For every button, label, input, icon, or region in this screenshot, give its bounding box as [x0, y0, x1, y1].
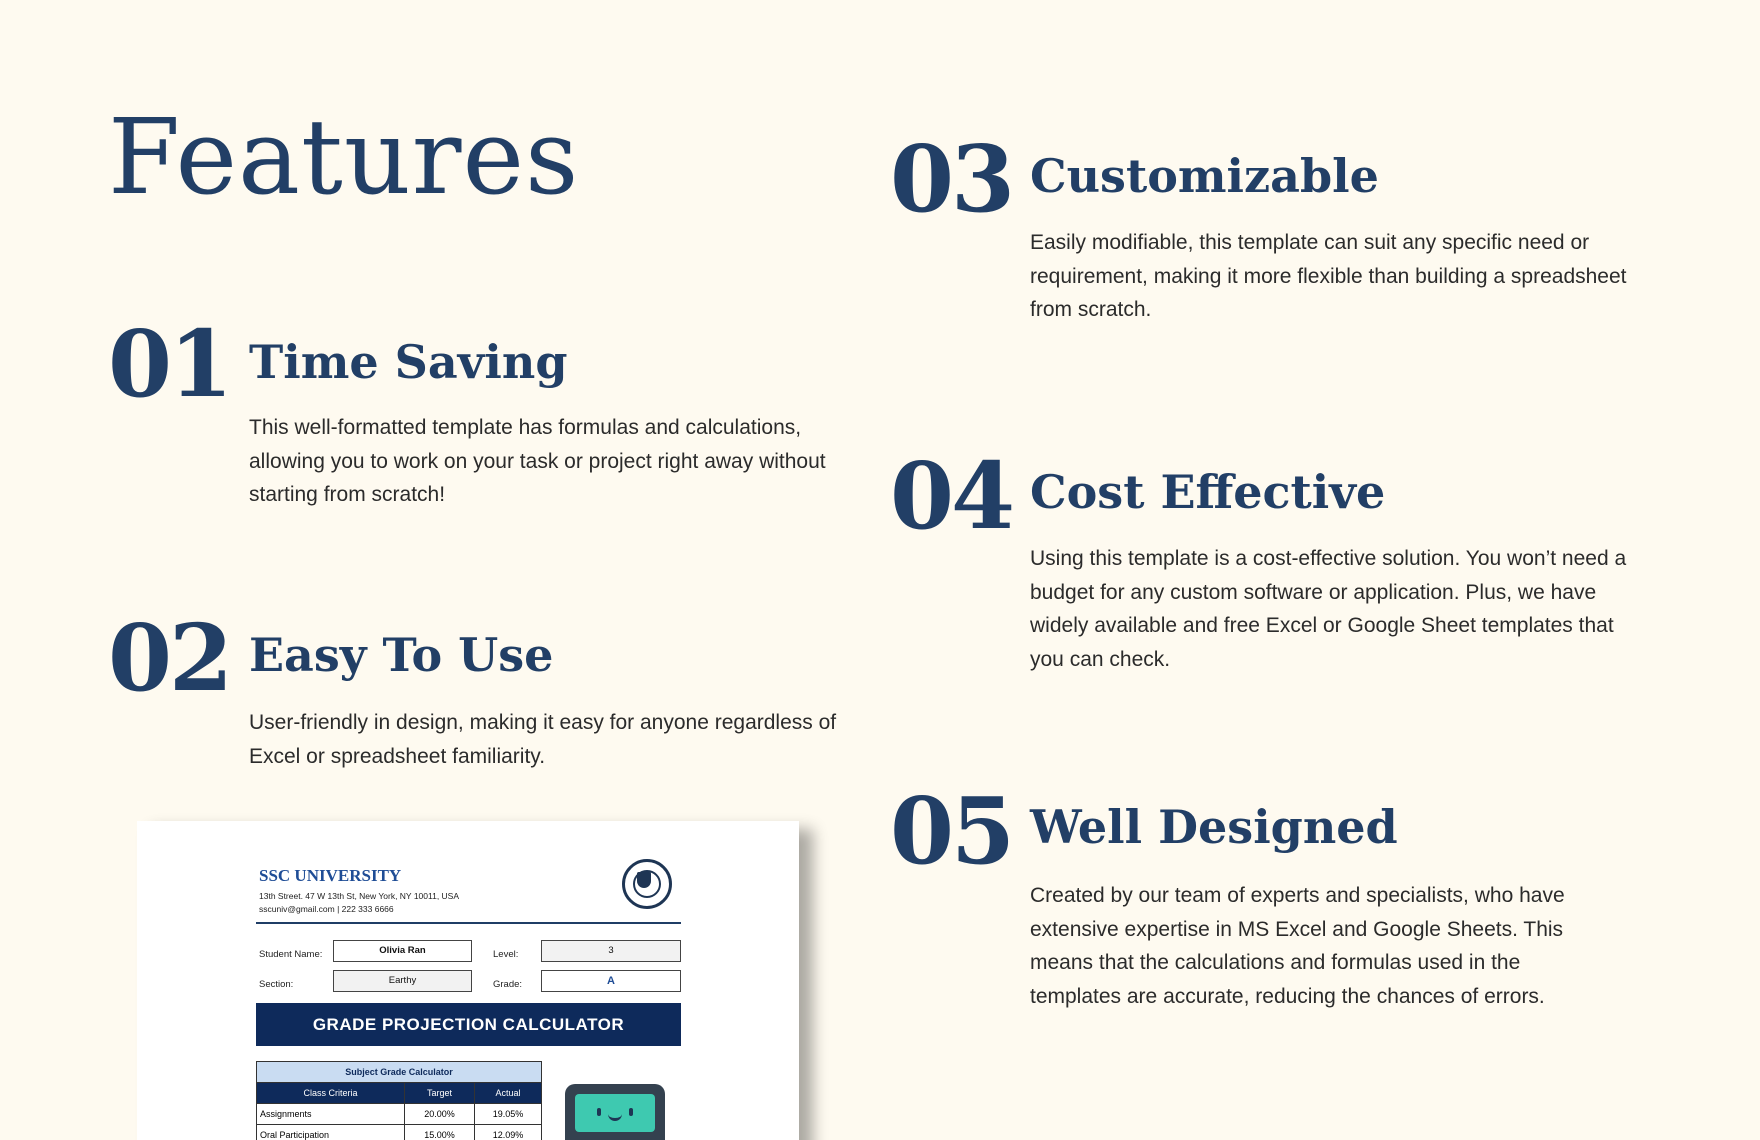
feature-description: User-friendly in design, making it easy for anyone regardless of Excel or spreadsheet familiarity. [249, 711, 837, 768]
university-name: SSC UNIVERSITY [259, 866, 402, 885]
column-header: Class Criteria [257, 1083, 405, 1104]
university-address [259, 890, 459, 916]
feature-heading: Cost Effective [1030, 465, 1386, 519]
column-header: Actual [475, 1083, 542, 1104]
feature-number: 04 [890, 442, 1013, 550]
feature-description: This well-formatted template has formulas and calculations, allowing you to work on your task or project right away without starting from scratch! [249, 416, 826, 506]
feature-heading: Well Designed [1030, 800, 1398, 854]
feature-number: 02 [108, 604, 231, 712]
level-field: 3 [541, 940, 681, 962]
feature-description: Easily modifiable, this template can suit any specific need or requirement, making it more flexible than building a spreadsheet from scratch. [1030, 231, 1627, 321]
feature-number: 03 [890, 125, 1013, 233]
table-cell: 15.00% [405, 1125, 475, 1140]
table-cell: Oral Participation [257, 1125, 405, 1140]
student-name-field: Olivia Ran [333, 940, 472, 962]
grade-field: A [541, 970, 681, 992]
divider [256, 922, 681, 924]
feature-number: 01 [108, 310, 231, 418]
feature-description: Created by our team of experts and specialists, who have extensive expertise in MS Excel and Google Sheets. This means that the calculations and formulas used in the templates are accurate, reducing the chances of errors. [1030, 884, 1565, 1008]
section-field: Earthy [333, 970, 472, 992]
grade-table [256, 1061, 542, 1140]
page-title: Features [108, 96, 580, 218]
template-preview [137, 821, 799, 1140]
table-cell: 12.09% [475, 1125, 542, 1140]
calculator-icon [565, 1084, 665, 1140]
feature-heading: Customizable [1030, 149, 1379, 203]
section-label: Section: [259, 979, 294, 990]
column-header: Target [405, 1083, 475, 1104]
address-line: 13th Street. 47 W 13th St, New York, NY 10011, USA [259, 891, 460, 901]
feature-description: Using this template is a cost-effective solution. You won’t need a budget for any custom software or application. Plus, we have widely available and free Excel or Google Sheet templates that you can check. [1030, 547, 1627, 671]
university-seal-icon [622, 859, 672, 909]
table-cell: 20.00% [405, 1104, 475, 1125]
calculator-banner: GRADE PROJECTION CALCULATOR [256, 1003, 681, 1046]
grade-label: Grade: [493, 979, 523, 990]
table-row [257, 1104, 542, 1125]
level-label: Level: [493, 949, 519, 960]
feature-heading: Time Saving [249, 335, 568, 389]
feature-heading: Easy To Use [249, 628, 554, 682]
feature-number: 05 [890, 777, 1013, 885]
table-cell: 19.05% [475, 1104, 542, 1125]
table-cell: Assignments [257, 1104, 405, 1125]
table-row [257, 1125, 542, 1140]
contact-line: sscuniv@gmail.com | 222 333 6666 [259, 904, 394, 914]
student-name-label: Student Name: [259, 949, 323, 960]
table-caption: Subject Grade Calculator [257, 1062, 542, 1083]
